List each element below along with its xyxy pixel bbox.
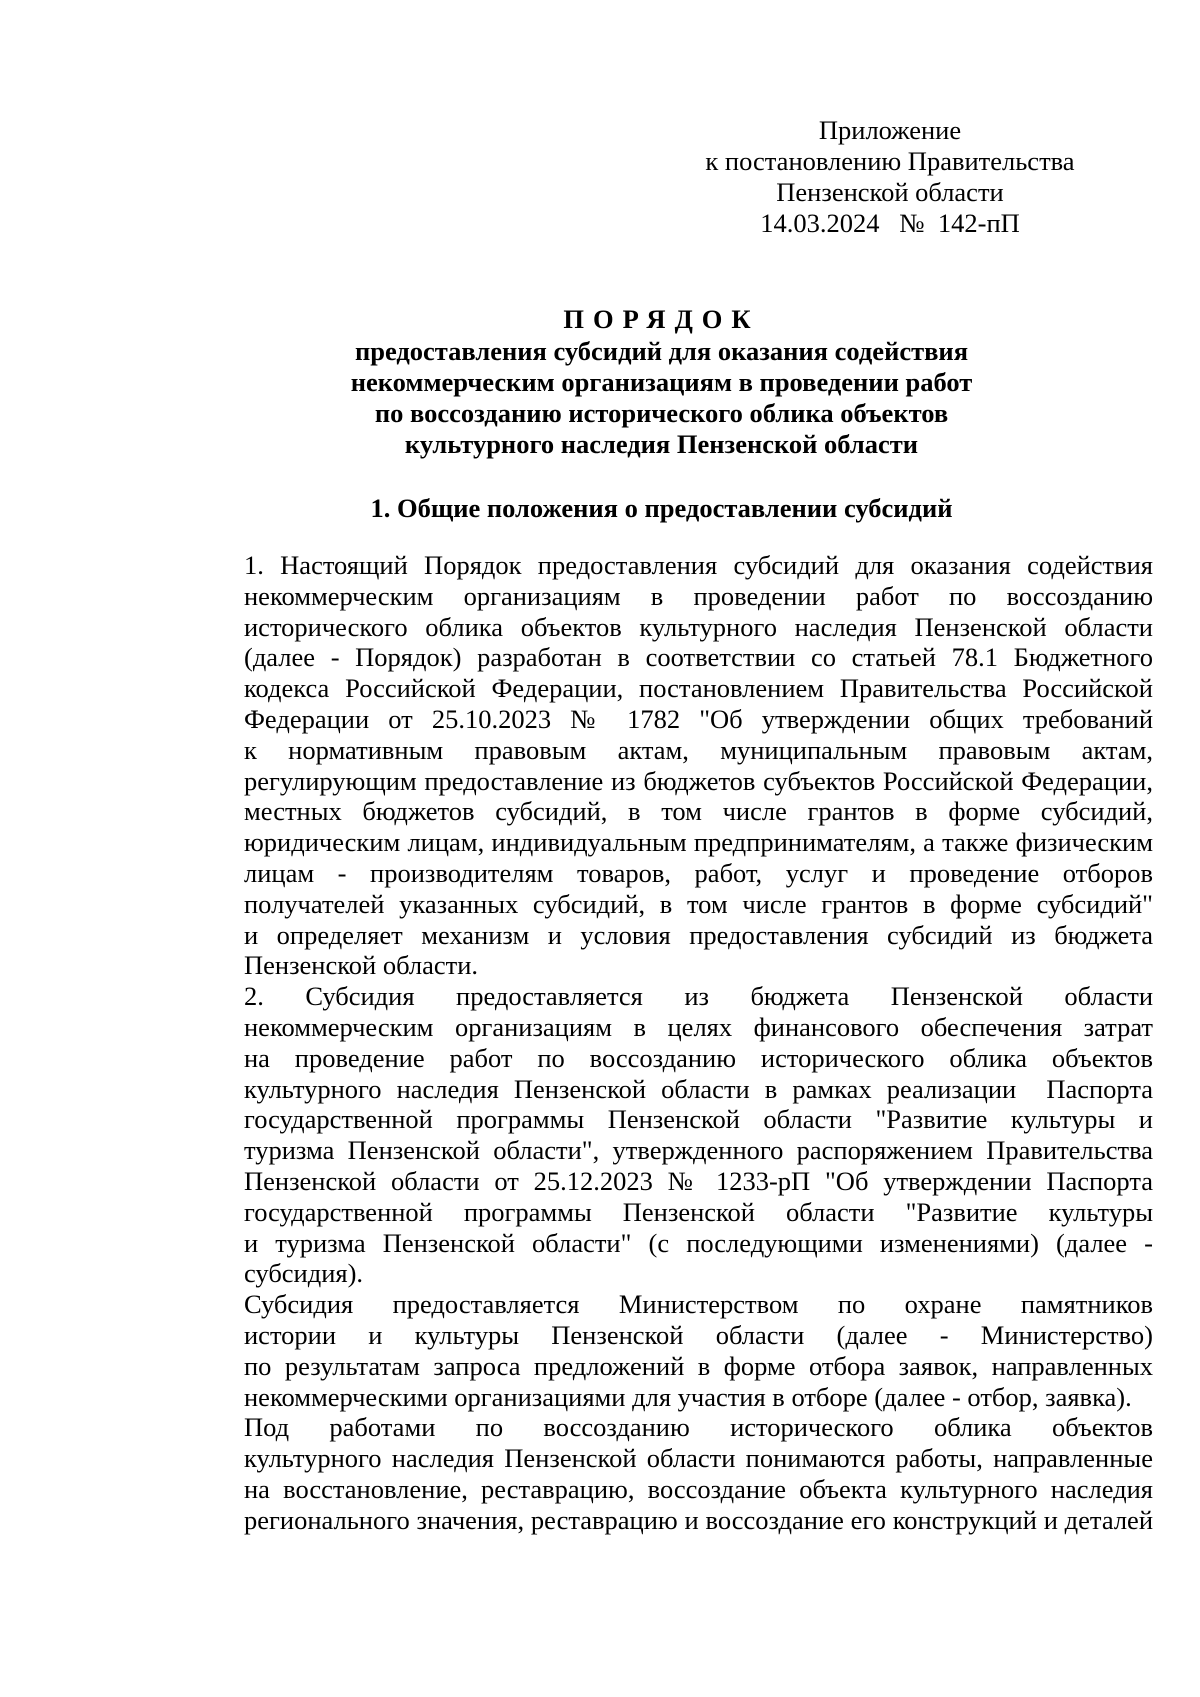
text-line: местных бюджетов субсидий, в том числе грантов в форме субсидий, bbox=[244, 796, 1153, 827]
text-line: Федерации от 25.10.2023 № 1782 "Об утверждении общих требований bbox=[244, 703, 1153, 734]
appendix-region: Пензенской области bbox=[776, 177, 1004, 207]
text-line: 1. Настоящий Порядок предоставления субсидий для оказания содействия bbox=[244, 550, 1153, 580]
title-subtitle-line: предоставления субсидий для оказания содействия bbox=[354, 336, 969, 366]
text-line: Субсидия предоставляется Министерством по охране памятников bbox=[244, 1289, 1153, 1320]
text-line: истории и культуры Пензенской области (далее - Министерство) bbox=[244, 1319, 1153, 1350]
text-line: культурного наследия Пензенской области понимаются работы, направленные bbox=[244, 1443, 1153, 1474]
text-line: регионального значения, реставрацию и воссоздание его конструкций и деталей bbox=[244, 1504, 1153, 1535]
text-line: государственной программы Пензенской области "Развитие культуры bbox=[244, 1196, 1153, 1227]
paragraph-4 bbox=[170, 1412, 1153, 1535]
text-line: регулирующим предоставление из бюджетов субъектов Российской Федерации, bbox=[244, 765, 1153, 796]
text-line: на проведение работ по воссозданию исторического облика объектов bbox=[244, 1042, 1153, 1073]
text-line: государственной программы Пензенской области "Развитие культуры и bbox=[244, 1104, 1153, 1135]
paragraph-3 bbox=[170, 1289, 1153, 1412]
title-main: ПОРЯДОК bbox=[563, 304, 760, 334]
appendix-reference: к постановлению Правительства bbox=[705, 146, 1075, 176]
appendix-header bbox=[660, 115, 1120, 239]
text-line: 2. Субсидия предоставляется из бюджета Пензенской области bbox=[244, 981, 1153, 1012]
text-line: некоммерческим организациям в проведении работ по воссозданию bbox=[244, 580, 1153, 611]
text-line: (далее - Порядок) разработан в соответствии со статьей 78.1 Бюджетного bbox=[244, 642, 1153, 673]
text-line: Под работами по воссозданию исторического облика объектов bbox=[244, 1412, 1153, 1443]
text-line: некоммерческими организациями для участия в отборе (далее - отбор, заявка). bbox=[244, 1381, 1132, 1412]
text-line: получателей указанных субсидий, в том числе грантов в форме субсидий" bbox=[244, 888, 1153, 919]
text-line: субсидия). bbox=[244, 1258, 364, 1289]
text-line: культурного наследия Пензенской области в рамках реализации Паспорта bbox=[244, 1073, 1153, 1104]
text-line: лицам - производителям товаров, работ, услуг и проведение отборов bbox=[244, 857, 1153, 888]
text-line: туризма Пензенской области", утвержденного распоряжением Правительства bbox=[244, 1135, 1153, 1166]
title-subtitle-line: некоммерческим организациям в проведении работ bbox=[350, 367, 973, 397]
text-line: некоммерческим организациям в целях финансового обеспечения затрат bbox=[244, 1011, 1153, 1042]
text-line: к нормативным правовым актам, муниципальным правовым актам, bbox=[244, 734, 1153, 765]
text-line: исторического облика объектов культурного наследия Пензенской области bbox=[244, 611, 1153, 642]
paragraph-1 bbox=[170, 550, 1153, 981]
text-line: и определяет механизм и условия предоставления субсидий из бюджета bbox=[244, 919, 1153, 950]
section-heading: 1. Общие положения о предоставлении субсидий bbox=[370, 493, 953, 523]
document-body bbox=[170, 550, 1153, 1536]
appendix-label: Приложение bbox=[818, 115, 962, 145]
text-line: Пензенской области от 25.12.2023 № 1233-рП "Об утверждении Паспорта bbox=[244, 1165, 1153, 1196]
text-line: и туризма Пензенской области" (с последующими изменениями) (далее - bbox=[244, 1227, 1153, 1258]
text-line: на восстановление, реставрацию, воссоздание объекта культурного наследия bbox=[244, 1473, 1153, 1504]
text-line: Пензенской области. bbox=[244, 950, 479, 981]
appendix-date-number: 14.03.2024 № 142-пП bbox=[760, 208, 1020, 238]
text-line: по результатам запроса предложений в форме отбора заявок, направленных bbox=[244, 1350, 1153, 1381]
text-line: кодекса Российской Федерации, постановлением Правительства Российской bbox=[244, 673, 1153, 704]
title-subtitle-line: по воссозданию исторического облика объектов bbox=[374, 398, 949, 428]
document-title bbox=[170, 304, 1153, 460]
title-subtitle-line: культурного наследия Пензенской области bbox=[404, 429, 919, 459]
paragraph-2 bbox=[170, 981, 1153, 1289]
text-line: юридическим лицам, индивидуальным предпринимателям, а также физическим bbox=[244, 827, 1153, 858]
